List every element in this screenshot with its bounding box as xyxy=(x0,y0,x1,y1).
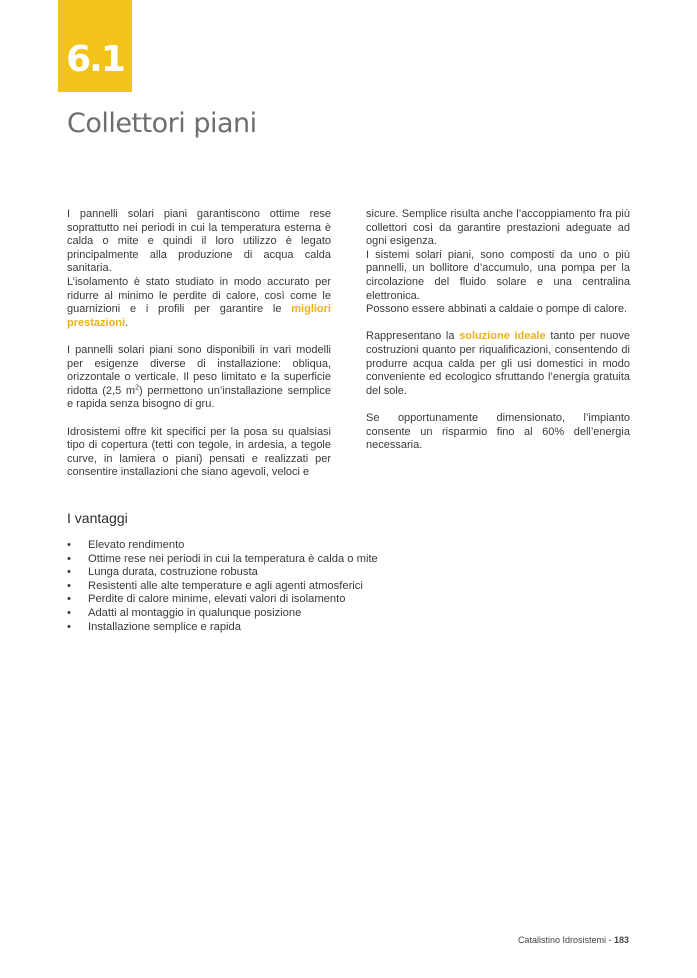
list-item-label: Elevato rendimento xyxy=(88,539,185,551)
page-footer xyxy=(518,934,629,946)
models-text: I pannelli solari piani sono disponibili in vari modelli per esigenze diverse di installazione: obliqua, orizzontale o verticale. Il peso limitato e la superficie ridotta (2,5 m xyxy=(67,343,331,397)
models-text-end: ) permettono un’installazione semplice e rapida senza bisogno di gru. xyxy=(67,384,331,411)
list-item-label: Installazione semplice e rapida xyxy=(88,620,241,633)
footer-catalog-name: Catalistino Idrosistemi - xyxy=(517,935,614,945)
paragraph-intro: I pannelli solari piani garantiscono ottime rese soprattutto nei periodi in cui la temperatura esterna è calda o mite e quindi il loro utilizzo è legato principalmente alla produzione di acqua calda sanitaria. xyxy=(67,208,331,275)
insulation-text: L’isolamento è stato studiato in modo accurato per ridurre al minimo le perdite di calore, così come le guarnizioni e i profili per garantire le xyxy=(67,275,331,316)
list-item xyxy=(67,593,378,607)
bullet-icon: • xyxy=(67,620,71,633)
page-number: 183 xyxy=(613,935,629,945)
bullet-icon: • xyxy=(67,552,71,565)
paragraph-gap xyxy=(67,412,331,426)
section-number: 6.1 xyxy=(66,39,124,80)
right-text-column xyxy=(366,208,630,453)
list-item-label: Lunga durata, costruzione robusta xyxy=(88,566,258,579)
paragraph-systems: I sistemi solari piani, sono composti da uno o più pannelli, un bollitore d’accumulo, una pompa per la circolazione del fluido solare e una centralina elettronica. xyxy=(366,248,630,302)
paragraph-savings: Se opportunamente dimensionato, l’impianto consente un risparmio fino al 60% dell’energia necessaria. xyxy=(366,411,630,452)
list-item-label: Ottime rese nei periodi in cui la temperatura è calda o mite xyxy=(88,552,378,565)
bullet-icon: • xyxy=(67,579,71,592)
bullet-icon: • xyxy=(67,566,71,579)
list-item-label: Adatti al montaggio in qualunque posizione xyxy=(88,606,302,619)
insulation-text-end: . xyxy=(125,316,129,329)
paragraph-kits: Idrosistemi offre kit specifici per la posa su qualsiasi tipo di copertura (tetti con tegole, in ardesia, a tegole curve, in lamiera o piani) pensati e realizzati per consentire installazioni che siano agevoli, veloci e xyxy=(67,425,331,479)
list-item xyxy=(67,553,378,567)
list-item xyxy=(67,539,378,553)
paragraph-coupling: sicure. Semplice risulta anche l’accoppiamento fra più collettori così da garantire prestazioni adeguate ad ogni esigenza. xyxy=(366,208,630,248)
paragraph-combination: Possono essere abbinati a caldaie o pompe di calore. xyxy=(366,303,628,316)
paragraph-gap xyxy=(67,330,331,344)
superscript-2: 2 xyxy=(135,384,139,392)
page-title: Collettori piani xyxy=(67,108,257,139)
list-item-label: Perdite di calore minime, elevati valori di isolamento xyxy=(88,593,346,606)
benefits-list xyxy=(67,539,378,634)
ideal-text-end: tanto per nuove costruzioni quanto per riqualificazioni, consentendo di produrre acqua calda per gli usi domestici in modo conveniente ed ecologico sfruttando l’energia gratuita del sole. xyxy=(366,330,630,397)
left-text-column xyxy=(67,208,331,480)
paragraph-models xyxy=(67,344,331,412)
paragraph-insulation xyxy=(67,276,331,330)
list-item xyxy=(67,580,378,594)
paragraph-gap xyxy=(366,317,630,331)
bullet-icon: • xyxy=(67,593,71,606)
paragraph-gap xyxy=(366,398,630,412)
bullet-icon: • xyxy=(67,539,71,551)
list-item-label: Resistenti alle alte temperature e agli agenti atmosferici xyxy=(88,579,363,592)
bullet-icon: • xyxy=(67,606,71,619)
ideal-text: Rappresentano la xyxy=(366,330,460,343)
list-item xyxy=(67,566,378,580)
highlight-migliori-prestazioni: migliori prestazioni xyxy=(67,303,331,329)
highlight-soluzione-ideale: soluzione ideale xyxy=(459,330,546,343)
list-item xyxy=(67,607,378,621)
benefits-heading: I vantaggi xyxy=(67,510,128,526)
section-badge xyxy=(58,0,132,92)
list-item xyxy=(67,621,378,635)
paragraph-ideal-solution xyxy=(366,330,630,398)
